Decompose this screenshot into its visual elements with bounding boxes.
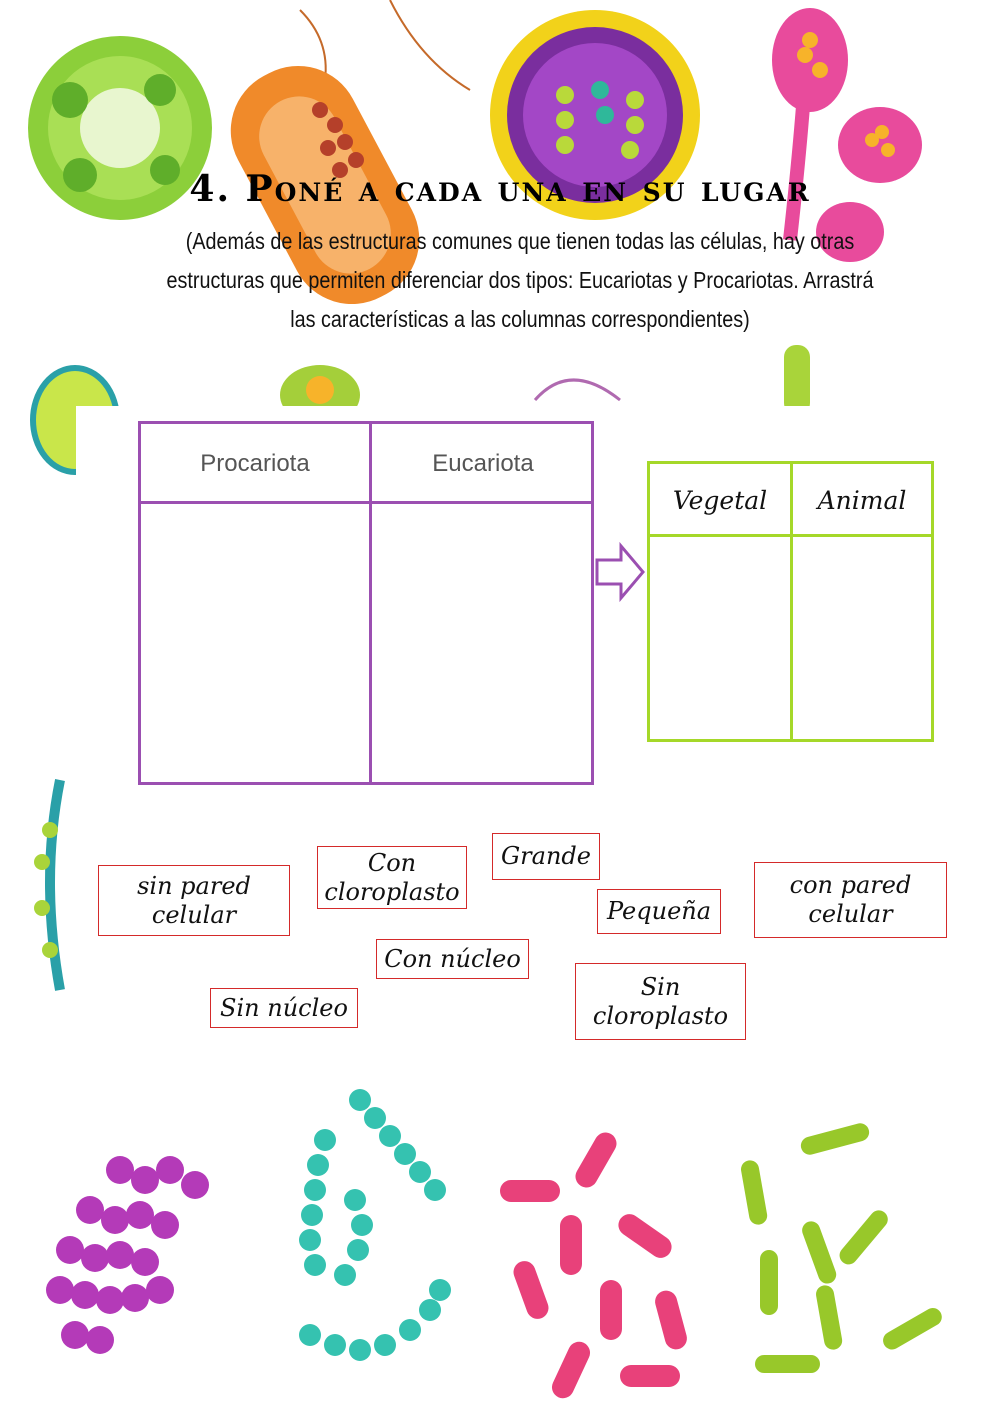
card-con-nucleo[interactable]: Con núcleo bbox=[376, 939, 529, 979]
card-sin-nucleo[interactable]: Sin núcleo bbox=[210, 988, 358, 1028]
cocci-cluster-icon bbox=[46, 1156, 209, 1354]
vegetal-header: Vegetal bbox=[672, 486, 768, 515]
streptococci-icon bbox=[299, 1089, 451, 1361]
pink-bacilli-icon bbox=[500, 1129, 689, 1402]
activity-instructions: (Además de las estructuras comunes que tienen todas las células, hay otras estructuras que permiten diferenciar dos tipos: Eucariotas y Procariotas. Arrastrá las características a las columnas correspondientes) bbox=[166, 228, 874, 332]
animal-drop-zone[interactable] bbox=[793, 537, 931, 739]
procariota-header: Procariota bbox=[200, 450, 310, 477]
green-bacilli-icon bbox=[740, 1121, 945, 1373]
card-sin-cloroplasto[interactable]: Sin cloroplasto bbox=[575, 963, 746, 1040]
card-con-cloroplasto[interactable]: Con cloroplasto bbox=[317, 846, 467, 909]
card-sin-pared-celular[interactable]: sin pared celular bbox=[98, 865, 290, 936]
card-con-pared-celular[interactable]: con pared celular bbox=[754, 862, 947, 938]
eucariota-drop-zone[interactable] bbox=[372, 504, 591, 782]
main-classification-table bbox=[138, 421, 594, 785]
animal-header: Animal bbox=[817, 486, 907, 515]
activity-title: 4. Poné a cada una en su lugar bbox=[189, 168, 811, 210]
card-pequena[interactable]: Pequeña bbox=[597, 889, 721, 934]
card-grande[interactable]: Grande bbox=[492, 833, 600, 880]
arrow-right-icon bbox=[595, 542, 647, 602]
eucariota-header: Eucariota bbox=[432, 450, 534, 477]
vegetal-drop-zone[interactable] bbox=[650, 537, 790, 739]
procariota-drop-zone[interactable] bbox=[141, 504, 369, 782]
eukaryote-subtable bbox=[647, 461, 934, 742]
